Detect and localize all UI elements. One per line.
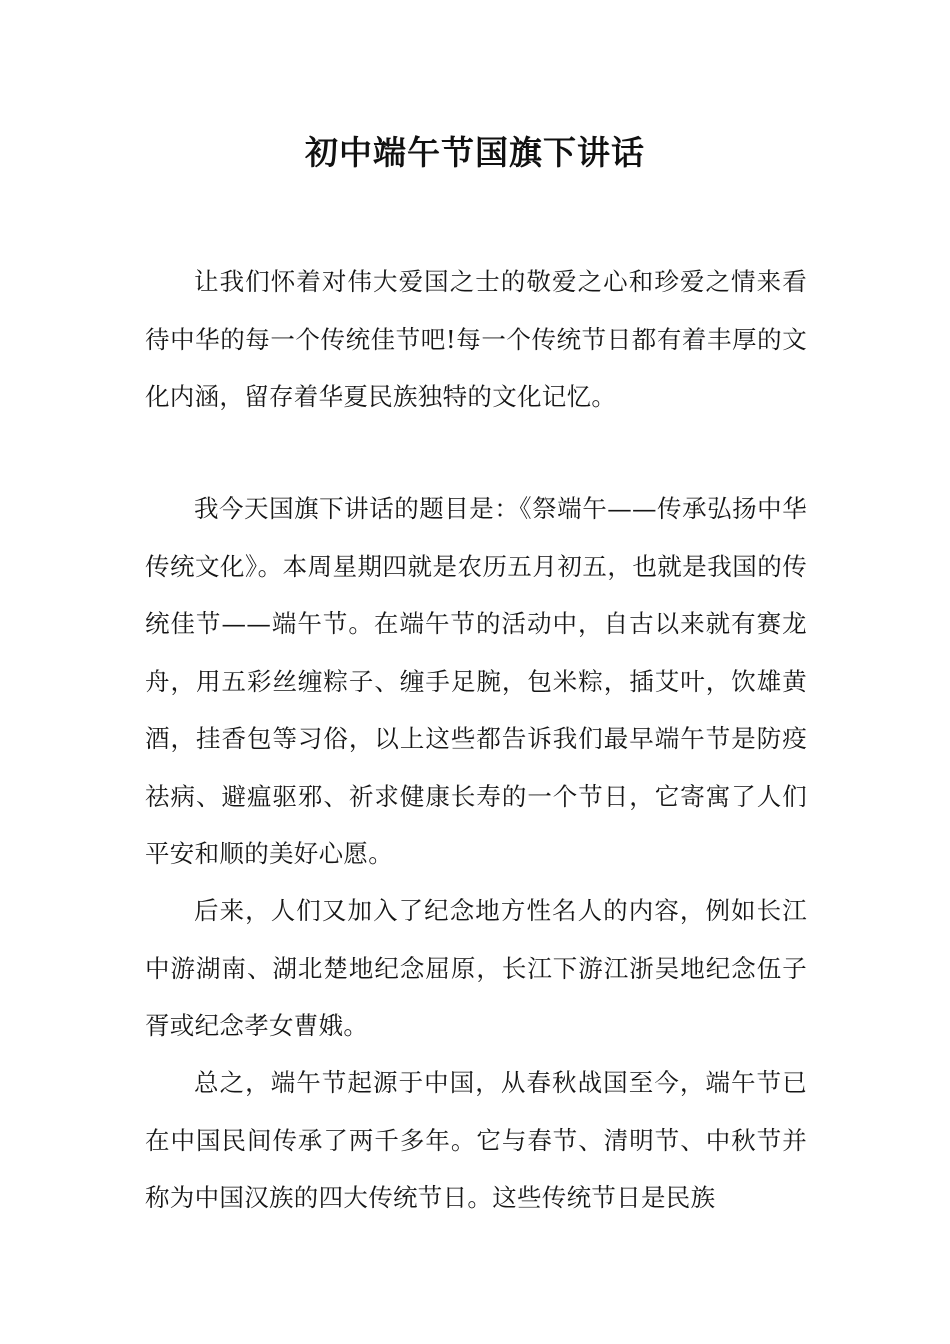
paragraph-2: 我今天国旗下讲话的题目是：《祭端午——传承弘扬中华传统文化》。本周星期四就是农历五月初五，也就是我国的传统佳节——端午节。在端午节的活动中，自古以来就有赛龙舟，用五彩丝缠粽子、缠手足腕，包米粽，插艾叶，饮雄黄酒，挂香包等习俗，以上这些都告诉我们最早端午节是防疫祛病、避瘟驱邪、祈求健康长寿的一个节日，它寄寓了人们平安和顺的美好心愿。 <box>145 494 807 868</box>
paragraph-3: 后来，人们又加入了纪念地方性名人的内容，例如长江中游湖南、湖北楚地纪念屈原，长江下游江浙吴地纪念伍子胥或纪念孝女曹娥。 <box>145 896 807 1040</box>
document-title: 初中端午节国旗下讲话 <box>305 133 645 172</box>
paragraph-1: 让我们怀着对伟大爱国之士的敬爱之心和珍爱之情来看待中华的每一个传统佳节吧!每一个传统节日都有着丰厚的文化内涵，留存着华夏民族独特的文化记忆。 <box>145 267 807 411</box>
paragraph-4: 总之，端午节起源于中国，从春秋战国至今，端午节已在中国民间传承了两千多年。它与春节、清明节、中秋节并称为中国汉族的四大传统节日。这些传统节日是民族 <box>145 1068 807 1212</box>
